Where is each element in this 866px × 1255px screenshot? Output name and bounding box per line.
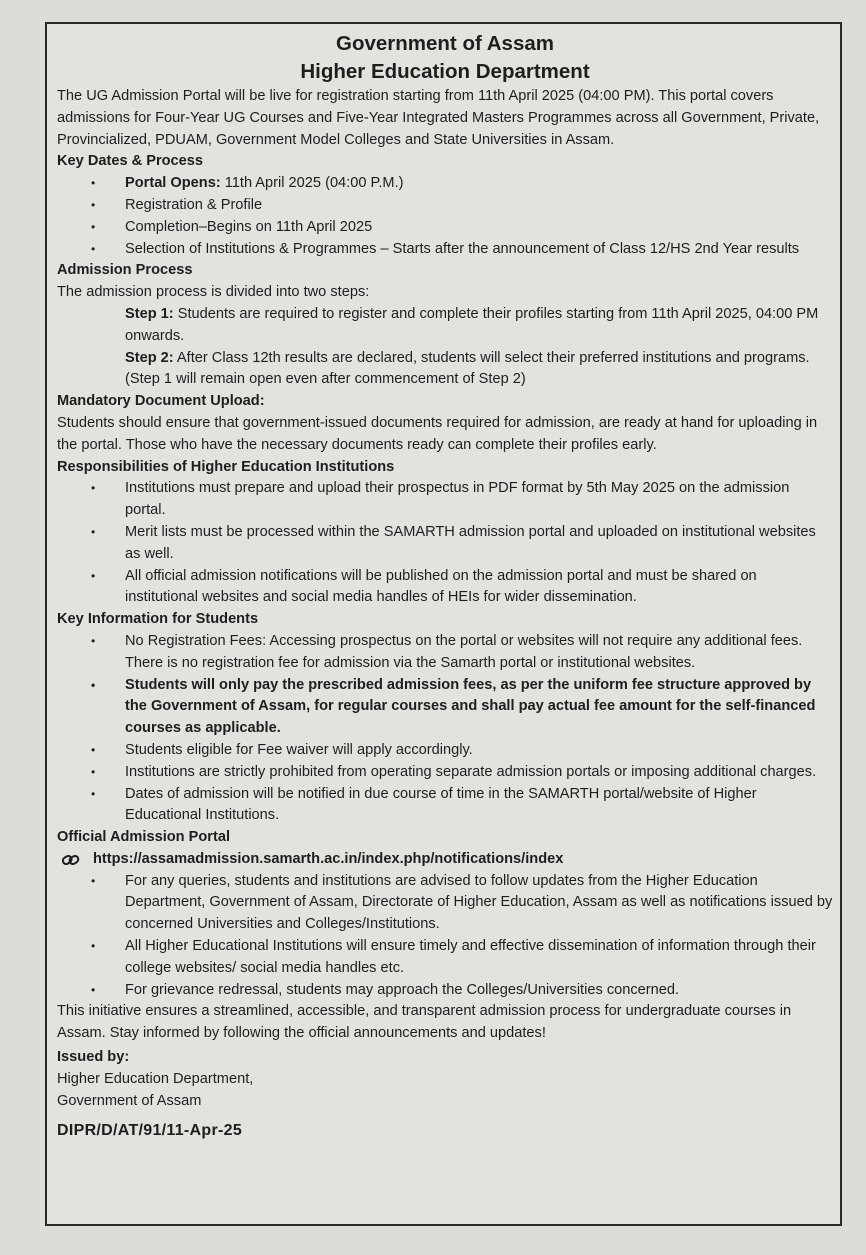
notice-frame bbox=[45, 22, 842, 1226]
list-item: • Merit lists must be processed within the SAMARTH admission portal and uploaded on institutional websites as well. bbox=[57, 522, 833, 566]
list-item: • All Higher Educational Institutions will ensure timely and effective dissemination of information through their college websites/ social media handles etc. bbox=[57, 936, 833, 980]
list-item bbox=[57, 195, 833, 217]
step-label: Step 1: bbox=[125, 305, 174, 322]
issued-by-line-1: Higher Education Department, bbox=[57, 1070, 254, 1087]
list-item: • Institutions must prepare and upload their prospectus in PDF format by 5th May 2025 on the admission portal. bbox=[57, 478, 833, 522]
list-item: • For grievance redressal, students may approach the Colleges/Universities concerned. bbox=[57, 980, 833, 1002]
step-1 bbox=[57, 304, 833, 348]
reference-number: DIPR/D/AT/91/11-Apr-25 bbox=[57, 1122, 243, 1140]
list-item: • Dates of admission will be notified in due course of time in the SAMARTH portal/website of Higher Educational Institutions. bbox=[57, 784, 833, 828]
list-item-text: Completion–Begins on 11th April 2025 bbox=[125, 218, 373, 235]
key-dates-list bbox=[57, 173, 833, 260]
key-dates-heading: Key Dates & Process bbox=[57, 153, 204, 170]
list-item: • All official admission notifications will be published on the admission portal and must be shared on institutional websites and social media handles of HEIs for wider dissemination. bbox=[57, 566, 833, 610]
list-item: • No Registration Fees: Accessing prospectus on the portal or websites will not require any additional fees. There is no registration fee for admission via the Samarth portal or institutional websites. bbox=[57, 631, 833, 675]
responsibilities-list bbox=[57, 478, 833, 609]
portal-link-row[interactable] bbox=[57, 849, 833, 871]
list-item-text: Selection of Institutions & Programmes – Starts after the announcement of Class 12/HS 2nd Year results bbox=[125, 240, 800, 257]
step-label: Step 2: bbox=[125, 349, 174, 366]
issued-by-line-2: Government of Assam bbox=[57, 1092, 202, 1109]
list-item-text: Registration & Profile bbox=[125, 196, 263, 213]
step-text: After Class 12th results are declared, students will select their preferred institutions and programs. (Step 1 will remain open even after commencement of Step 2) bbox=[125, 349, 810, 388]
key-info-list bbox=[57, 631, 833, 827]
link-icon bbox=[61, 852, 81, 868]
list-item-text: 11th April 2025 (04:00 P.M.) bbox=[220, 175, 404, 192]
list-item: • Students will only pay the prescribed admission fees, as per the uniform fee structure approved by the Government of Assam, for regular courses and shall pay actual fee amount for the self-financed courses as applicable. bbox=[57, 675, 833, 740]
notice-content bbox=[57, 30, 833, 1142]
responsibilities-heading: Responsibilities of Higher Education Institutions bbox=[57, 458, 395, 475]
document-upload-heading: Mandatory Document Upload: bbox=[57, 393, 265, 410]
document-upload-text: Students should ensure that government-issued documents required for admission, are ready at hand for uploading in the portal. Those who have the necessary documents ready can complete their profiles early. bbox=[57, 414, 818, 453]
list-item: • For any queries, students and institutions are advised to follow updates from the Higher Education Department, Government of Assam, Directorate of Higher Education, Assam as well as notifications issued by concerned Universities and Colleges/Institutions. bbox=[57, 871, 833, 936]
issued-by-label: Issued by: bbox=[57, 1049, 130, 1066]
portal-url-link[interactable]: https://assamadmission.samarth.ac.in/index.php/notifications/index bbox=[93, 850, 564, 867]
official-portal-list bbox=[57, 871, 833, 1002]
notice-subtitle: Higher Education Department bbox=[300, 60, 590, 83]
intro-paragraph: The UG Admission Portal will be live for registration starting from 11th April 2025 (04:00 PM). This portal covers admissions for Four-Year UG Courses and Five-Year Integrated Masters Programmes across all Government, Private, Provincialized, PDUAM, Government Model Colleges and State Universities in Assam. bbox=[57, 88, 820, 148]
list-item: • Students eligible for Fee waiver will apply accordingly. bbox=[57, 740, 833, 762]
admission-process-lead: The admission process is divided into two steps: bbox=[57, 284, 370, 301]
list-item bbox=[57, 239, 833, 261]
list-item: • Institutions are strictly prohibited from operating separate admission portals or imposing additional charges. bbox=[57, 762, 833, 784]
closing-paragraph: This initiative ensures a streamlined, accessible, and transparent admission process for undergraduate courses in Assam. Stay informed by following the official announcements and updates! bbox=[57, 1003, 792, 1042]
list-item bbox=[57, 173, 833, 195]
key-info-heading: Key Information for Students bbox=[57, 611, 259, 628]
list-item bbox=[57, 217, 833, 239]
notice-title: Government of Assam bbox=[336, 32, 554, 55]
step-2 bbox=[57, 348, 833, 392]
official-portal-heading: Official Admission Portal bbox=[57, 829, 230, 846]
admission-process-heading: Admission Process bbox=[57, 262, 193, 279]
list-item-label: Portal Opens: bbox=[125, 175, 221, 192]
issued-by-block bbox=[57, 1047, 833, 1112]
step-text: Students are required to register and complete their profiles starting from 11th April 2025, 04:00 PM onwards. bbox=[125, 305, 819, 344]
